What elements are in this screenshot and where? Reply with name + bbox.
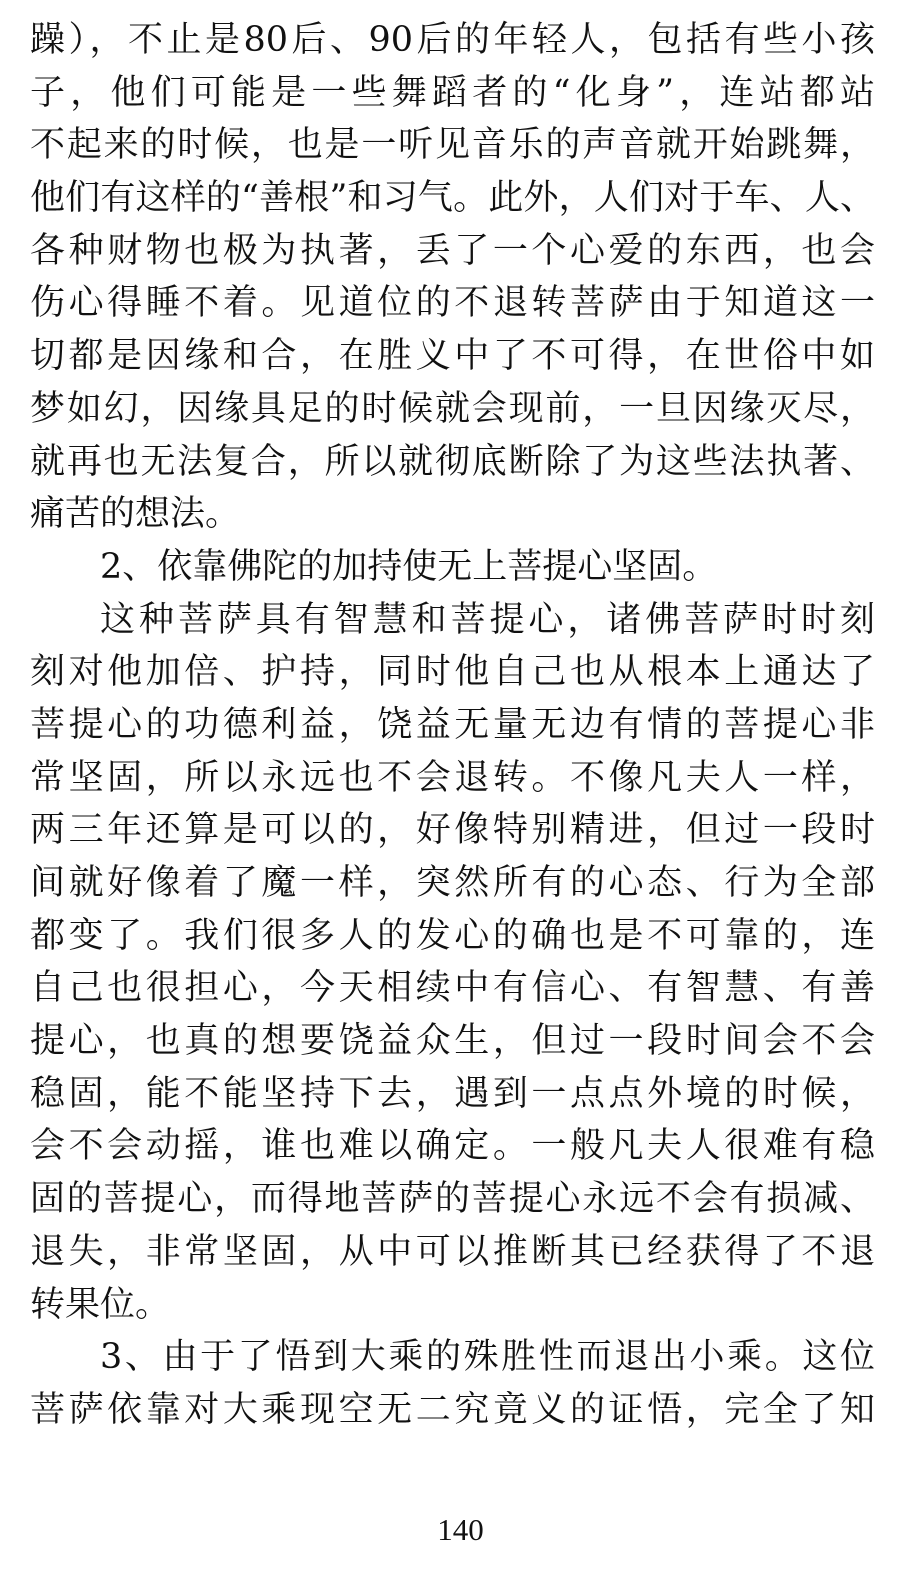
- text-line: 梦如幻，因缘具足的时候就会现前，一旦因缘灭尽，: [30, 388, 875, 429]
- text-line: 切都是因缘和合，在胜义中了不可得，在世俗中如: [30, 336, 875, 377]
- text-line: 伤心得睡不着。见道位的不退转菩萨由于知道这一: [30, 283, 875, 324]
- text-line: 间就好像着了魔一样，突然所有的心态、行为全部: [30, 863, 875, 903]
- text-line: 自己也很担心，今天相续中有信心、有智慧、有善: [30, 968, 875, 1009]
- text-line: 转果位。: [30, 1284, 171, 1325]
- text-line: 菩提心的功德利益，饶益无量无边有情的菩提心非: [30, 704, 875, 745]
- text-line: 就再也无法复合，所以就彻底断除了为这些法执著、: [30, 441, 875, 482]
- text-line: 他们有这样的“善根”和习气。此外，人们对于车、人、: [30, 178, 875, 219]
- text-line: 都变了。我们很多人的发心的确也是不可靠的，连: [30, 915, 875, 956]
- text-line: 痛苦的想法。: [30, 494, 241, 535]
- text-line: 常坚固，所以永远也不会退转。不像凡夫人一样，: [30, 757, 875, 798]
- text-line: 稳固，能不能坚持下去，遇到一点点外境的时候，: [30, 1073, 875, 1114]
- text-line: 菩萨依靠对大乘现空无二究竟义的证悟，完全了知: [30, 1389, 875, 1430]
- text-line: 各种财物也极为执著，丢了一个心爱的东西，也会: [30, 230, 875, 271]
- text-line: 退失，非常坚固，从中可以推断其已经获得了不退: [30, 1231, 875, 1272]
- text-line: 会不会动摇，谁也难以确定。一般凡夫人很难有稳: [30, 1126, 875, 1167]
- body-text: [30, 14, 875, 1437]
- text-line: 这种菩萨具有智慧和菩提心，诸佛菩萨时时刻: [100, 599, 875, 640]
- text-line: 固的菩提心，而得地菩萨的菩提心永远不会有损减、: [30, 1179, 875, 1220]
- page-number: 140: [437, 1512, 484, 1547]
- text-line: 躁），不止是80后、90后的年轻人，包括有些小孩: [30, 20, 875, 60]
- section-heading: 3、由于了悟到大乘的殊胜性而退出小乘。这位: [100, 1337, 875, 1378]
- text-line: 两三年还算是可以的，好像特别精进，但过一段时: [30, 810, 875, 851]
- text-line: 不起来的时候，也是一听见音乐的声音就开始跳舞，: [30, 125, 875, 166]
- text-line: 刻对他加倍、护持，同时他自己也从根本上通达了: [30, 652, 875, 693]
- text-line: 子，他们可能是一些舞蹈者的“化身”，连站都站: [30, 72, 875, 113]
- section-heading: 2、依靠佛陀的加持使无上菩提心坚固。: [100, 546, 718, 587]
- text-line: 提心，也真的想要饶益众生，但过一段时间会不会: [30, 1021, 875, 1062]
